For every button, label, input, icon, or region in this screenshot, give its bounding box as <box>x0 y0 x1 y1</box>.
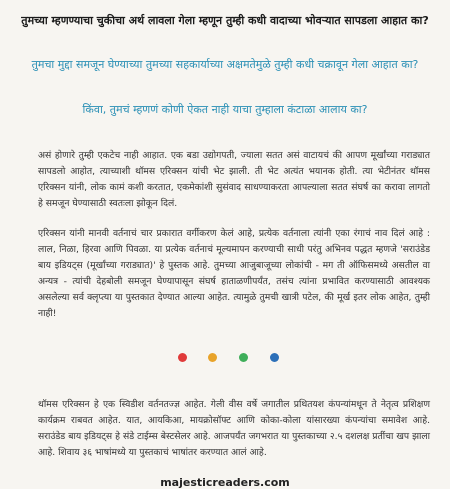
intro-paragraph: असं होणारे तुम्ही एकटेच नाही आहात. एक बडा उद्योगपती, ज्याला सतत असं वाटायचं की आपण मूर्खांच्या गराड्यात सापडलो आहोत, त्याच्याशी थॉमस एरिक्सन यांची भेट झाली. ती भेट अत्यंत भयानक होती. त्या भेटीनंतर थॉमस एरिक्सन यांनी, लोक कामं कशी करतात, एकमेकांशी सुसंवाद साधण्याकरता आपल्याला सतत संघर्ष का करावा लागतो हे समजून घेण्यासाठी स्वतःला झोकून दिलं. <box>38 150 430 209</box>
color-dots-divider <box>0 353 450 365</box>
blue-dot-icon <box>270 353 279 362</box>
question-heading-3: किंवा, तुमचं म्हणणं कोणी ऐकत नाही याचा तुम्हाला कंटाळा आलाय का? <box>82 103 368 116</box>
red-dot-icon <box>178 353 187 362</box>
question-heading-2: तुमचा मुद्दा समजून घेण्याच्या तुमच्या सहकार्याच्या अक्षमतेमुळे तुम्ही कधी चक्रावून गेला आहात का? <box>31 58 419 71</box>
green-dot-icon <box>239 353 248 362</box>
description-paragraph: एरिक्सन यांनी मानवी वर्तनाचं चार प्रकारात वर्गीकरण केलं आहे, प्रत्येक वर्तनाला त्यांनी एका रंगाचं नाव दिलं आहे : लाल, निळा, हिरवा आणि पिवळा. या प्रत्येक वर्तनाचं मूल्यमापन करण्याची साधी परंतु अभिनव पद्धत म्हणजे 'सराउंडेड बाय इडियट्स (मूर्खांच्या गराड्यात)' हे पुस्तक आहे. तुमच्या आजुबाजूच्या लोकांची - मग ती ऑफिसमध्ये असतील वा अन्यत्र - त्यांची देहबोली समजून घेण्यापासून संघर्ष हाताळणीपर्यंत, तसंच त्यांना प्रभावित करण्यासाठी आवश्यक असलेल्या सर्व क्लृप्त्या या पुस्तकात देण्यात आल्या आहेत. त्यामुळे तुमची खात्री पटेल, की मूर्ख इतर लोक आहेत, तुम्ही नाही! <box>38 228 430 319</box>
author-bio-paragraph: थॉमस एरिक्सन हे एक स्विडीश वर्तनतज्ज्ञ आहेत. गेली वीस वर्षे जगातील प्रथितयश कंपन्यांमधून ते नेतृत्व प्रशिक्षण कार्यक्रम राबवत आहेत. यात, आयकिआ, मायक्रोसॉफ्ट आणि कोका-कोला यांसारख्या कंपन्यांचा समावेश आहे. सराउंडेड बाय इडियट्स हे संडे टाईम्स बेस्टसेलर आहे. आजपर्यंत जगभरात या पुस्तकाच्या २.५ दशलक्ष प्रतींचा खप झाला आहे. शिवाय ३६ भाषांमध्ये या पुस्तकाचं भाषांतर करण्यात आलं आहे. <box>38 399 430 458</box>
question-heading-1: तुमच्या म्हणण्याचा चुकीचा अर्थ लावला गेला म्हणून तुम्ही कधी वादाच्या भोवऱ्यात सापडला आहात का? <box>21 14 429 27</box>
website-footer: majesticreaders.com <box>160 476 290 489</box>
yellow-dot-icon <box>208 353 217 362</box>
